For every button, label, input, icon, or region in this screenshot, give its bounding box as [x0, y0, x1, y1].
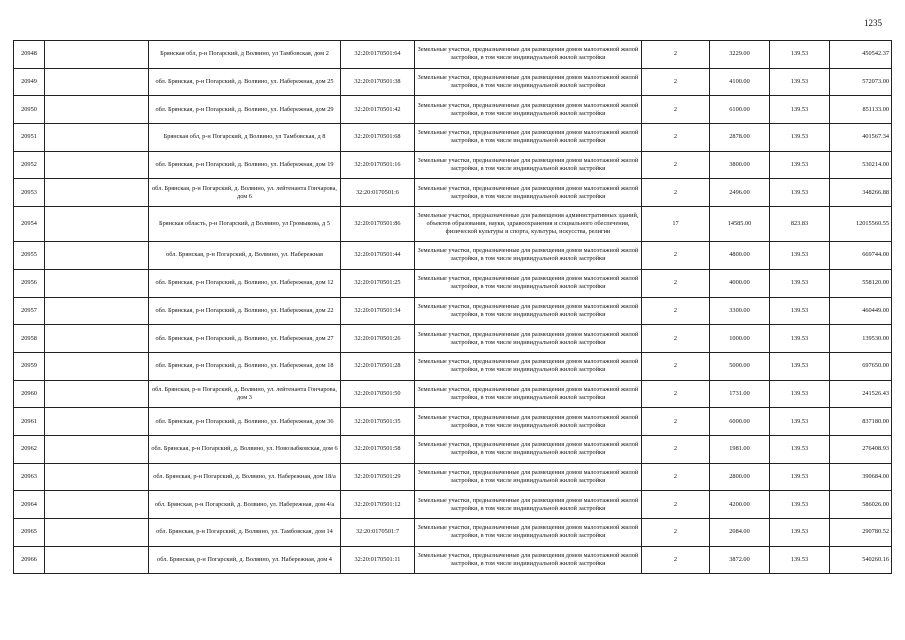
area-cell: 2878.00: [710, 124, 770, 152]
record-id-cell: 20964: [14, 491, 45, 519]
land-use-cell: Земельные участки, предназначенные для размещения домов малоэтажной жилой застройки, в том числе индивидуальной жилой застройки: [415, 546, 642, 574]
area-cell: 4100.00: [710, 68, 770, 96]
cadastral-value-cell: 530214.00: [830, 151, 892, 179]
cadastral-number-cell: 32:20:0170501:34: [341, 297, 415, 325]
address-cell: обл. Брянская, р-н Погарский, д. Волвино, ул. Набережная: [149, 242, 341, 270]
record-id-cell: 20952: [14, 151, 45, 179]
record-id-cell: 20956: [14, 269, 45, 297]
area-cell: 4000.00: [710, 269, 770, 297]
blank-cell: [45, 151, 149, 179]
address-cell: обл. Брянская, р-н Погарский, д. Волвино, ул. Набережная, дом 4/а: [149, 491, 341, 519]
blank-cell: [45, 179, 149, 207]
cadastral-value-cell: 139530.00: [830, 325, 892, 353]
address-cell: обл. Брянская, р-н Погарский, д. Волвино, ул. Набережная, дом 25: [149, 68, 341, 96]
specific-value-cell: 139.53: [770, 380, 830, 408]
blank-cell: [45, 546, 149, 574]
area-cell: 3229.00: [710, 41, 770, 69]
land-use-cell: Земельные участки, предназначенные для размещения домов малоэтажной жилой застройки, в том числе индивидуальной жилой застройки: [415, 297, 642, 325]
cadastral-number-cell: 32:20:0170501:38: [341, 68, 415, 96]
table-row: [14, 380, 892, 408]
blank-cell: [45, 297, 149, 325]
blank-cell: [45, 269, 149, 297]
address-cell: обл. Брянская, р-н Погарский, д. Волвино, ул. Набережная, дом 19: [149, 151, 341, 179]
cadastral-value-cell: 450542.37: [830, 41, 892, 69]
group-code-cell: 2: [642, 352, 710, 380]
blank-cell: [45, 325, 149, 353]
table-row: [14, 325, 892, 353]
group-code-cell: 2: [642, 68, 710, 96]
table-row: [14, 242, 892, 270]
area-cell: 1981.00: [710, 435, 770, 463]
cadastral-number-cell: 32:20:0170501:26: [341, 325, 415, 353]
table-row: [14, 151, 892, 179]
blank-cell: [45, 408, 149, 436]
group-code-cell: 2: [642, 269, 710, 297]
area-cell: 3872.00: [710, 546, 770, 574]
cadastral-number-cell: 32:20:0170501:50: [341, 380, 415, 408]
land-use-cell: Земельные участки, предназначенные для размещения домов малоэтажной жилой застройки, в том числе индивидуальной жилой застройки: [415, 124, 642, 152]
table-row: [14, 269, 892, 297]
address-cell: обл. Брянская, р-н Погарский, д. Волвино, ул. Набережная, дом 27: [149, 325, 341, 353]
address-cell: обл. Брянская, р-н Погарский, д. Волвино, ул. Набережная, дом 4: [149, 546, 341, 574]
group-code-cell: 2: [642, 96, 710, 124]
group-code-cell: 2: [642, 151, 710, 179]
area-cell: 4200.00: [710, 491, 770, 519]
cadastral-value-cell: 290780.52: [830, 519, 892, 547]
blank-cell: [45, 242, 149, 270]
table-row: [14, 124, 892, 152]
area-cell: 3800.00: [710, 151, 770, 179]
specific-value-cell: 139.53: [770, 41, 830, 69]
group-code-cell: 2: [642, 325, 710, 353]
cadastral-number-cell: 32:20:0170501:7: [341, 519, 415, 547]
group-code-cell: 2: [642, 242, 710, 270]
address-cell: обл. Брянская, р-н Погарский, д. Волвино, ул. Набережная, дом 12: [149, 269, 341, 297]
specific-value-cell: 139.53: [770, 519, 830, 547]
address-cell: Брянская обл, р-н Погарский, д Волвино, ул Тамбовская, д 8: [149, 124, 341, 152]
blank-cell: [45, 463, 149, 491]
cadastral-value-cell: 697650.00: [830, 352, 892, 380]
table-row: [14, 408, 892, 436]
cadastral-value-table: [13, 40, 892, 574]
specific-value-cell: 139.53: [770, 151, 830, 179]
address-cell: обл. Брянская, р-н Погарский, д. Волвино, ул. Набережная, дом 22: [149, 297, 341, 325]
cadastral-number-cell: 32:20:0170501:6: [341, 179, 415, 207]
specific-value-cell: 139.53: [770, 269, 830, 297]
area-cell: 3300.00: [710, 297, 770, 325]
cadastral-value-cell: 390684.00: [830, 463, 892, 491]
cadastral-value-cell: 460449.00: [830, 297, 892, 325]
record-id-cell: 20951: [14, 124, 45, 152]
area-cell: 1000.00: [710, 325, 770, 353]
land-use-cell: Земельные участки, предназначенные для размещения домов малоэтажной жилой застройки, в том числе индивидуальной жилой застройки: [415, 352, 642, 380]
land-use-cell: Земельные участки, предназначенные для размещения домов малоэтажной жилой застройки, в том числе индивидуальной жилой застройки: [415, 269, 642, 297]
record-id-cell: 20953: [14, 179, 45, 207]
specific-value-cell: 139.53: [770, 68, 830, 96]
specific-value-cell: 823.83: [770, 207, 830, 242]
table-row: [14, 546, 892, 574]
blank-cell: [45, 41, 149, 69]
land-use-cell: Земельные участки, предназначенные для размещения домов малоэтажной жилой застройки, в том числе индивидуальной жилой застройки: [415, 519, 642, 547]
land-use-cell: Земельные участки, предназначенные для размещения домов малоэтажной жилой застройки, в том числе индивидуальной жилой застройки: [415, 380, 642, 408]
cadastral-value-cell: 851133.00: [830, 96, 892, 124]
group-code-cell: 2: [642, 179, 710, 207]
cadastral-number-cell: 32:20:0170501:44: [341, 242, 415, 270]
cadastral-value-cell: 348266.88: [830, 179, 892, 207]
cadastral-number-cell: 32:20:0170501:25: [341, 269, 415, 297]
land-use-cell: Земельные участки, предназначенные для размещения домов малоэтажной жилой застройки, в том числе индивидуальной жилой застройки: [415, 408, 642, 436]
table-row: [14, 207, 892, 242]
land-use-cell: Земельные участки, предназначенные для размещения домов малоэтажной жилой застройки, в том числе индивидуальной жилой застройки: [415, 96, 642, 124]
cadastral-number-cell: 32:20:0170501:64: [341, 41, 415, 69]
cadastral-number-cell: 32:20:0170501:68: [341, 124, 415, 152]
record-id-cell: 20958: [14, 325, 45, 353]
table-row: [14, 179, 892, 207]
cadastral-number-cell: 32:20:0170501:12: [341, 491, 415, 519]
group-code-cell: 2: [642, 41, 710, 69]
record-id-cell: 20954: [14, 207, 45, 242]
table-row: [14, 435, 892, 463]
area-cell: 2800.00: [710, 463, 770, 491]
blank-cell: [45, 68, 149, 96]
specific-value-cell: 139.53: [770, 297, 830, 325]
table-row: [14, 41, 892, 69]
cadastral-number-cell: 32:20:0170501:11: [341, 546, 415, 574]
cadastral-number-cell: 32:20:0170501:86: [341, 207, 415, 242]
address-cell: обл. Брянская, р-н Погарский, д. Волвино, ул. Новозыбковская, дом 6: [149, 435, 341, 463]
area-cell: 2084.00: [710, 519, 770, 547]
group-code-cell: 17: [642, 207, 710, 242]
record-id-cell: 20960: [14, 380, 45, 408]
record-id-cell: 20957: [14, 297, 45, 325]
address-cell: обл. Брянская, р-н Погарский, д. Волвино, ул. Тамбовская, дом 14: [149, 519, 341, 547]
specific-value-cell: 139.53: [770, 242, 830, 270]
specific-value-cell: 139.53: [770, 491, 830, 519]
group-code-cell: 2: [642, 463, 710, 491]
land-use-cell: Земельные участки, предназначенные для размещения домов малоэтажной жилой застройки, в том числе индивидуальной жилой застройки: [415, 463, 642, 491]
cadastral-value-cell: 572073.00: [830, 68, 892, 96]
cadastral-value-cell: 401567.34: [830, 124, 892, 152]
land-use-cell: Земельные участки, предназначенные для размещения домов малоэтажной жилой застройки, в том числе индивидуальной жилой застройки: [415, 179, 642, 207]
area-cell: 2496.00: [710, 179, 770, 207]
cadastral-number-cell: 32:20:0170501:35: [341, 408, 415, 436]
record-id-cell: 20955: [14, 242, 45, 270]
specific-value-cell: 139.53: [770, 96, 830, 124]
land-use-cell: Земельные участки, предназначенные для размещения домов малоэтажной жилой застройки, в том числе индивидуальной жилой застройки: [415, 325, 642, 353]
cadastral-value-cell: 669744.00: [830, 242, 892, 270]
cadastral-number-cell: 32:20:0170501:16: [341, 151, 415, 179]
cadastral-value-cell: 837180.00: [830, 408, 892, 436]
land-use-cell: Земельные участки, предназначенные для размещения домов малоэтажной жилой застройки, в том числе индивидуальной жилой застройки: [415, 435, 642, 463]
group-code-cell: 2: [642, 297, 710, 325]
record-id-cell: 20950: [14, 96, 45, 124]
cadastral-value-cell: 540260.16: [830, 546, 892, 574]
address-cell: Брянская обл, р-н Погарский, д Волвино, ул Тамбовская, дом 2: [149, 41, 341, 69]
table-row: [14, 68, 892, 96]
group-code-cell: 2: [642, 408, 710, 436]
table-body: [14, 41, 892, 574]
cadastral-value-cell: 558120.00: [830, 269, 892, 297]
specific-value-cell: 139.53: [770, 408, 830, 436]
address-cell: обл. Брянская, р-н Погарский, д. Волвино, ул. лейтенанта Гончарова, дом 6: [149, 179, 341, 207]
specific-value-cell: 139.53: [770, 352, 830, 380]
area-cell: 4800.00: [710, 242, 770, 270]
specific-value-cell: 139.53: [770, 546, 830, 574]
table-row: [14, 297, 892, 325]
cadastral-number-cell: 32:20:0170501:42: [341, 96, 415, 124]
table-row: [14, 96, 892, 124]
record-id-cell: 20948: [14, 41, 45, 69]
blank-cell: [45, 207, 149, 242]
blank-cell: [45, 352, 149, 380]
address-cell: обл. Брянская, р-н Погарский, д. Волвино, ул. Набережная, дом 18/а: [149, 463, 341, 491]
land-use-cell: Земельные участки, предназначенные для размещения административных зданий, объектов образования, науки, здравоохранения и социального обеспечения, физической культуры и спорта, культуры, искусства, религии: [415, 207, 642, 242]
group-code-cell: 2: [642, 124, 710, 152]
record-id-cell: 20961: [14, 408, 45, 436]
area-cell: 6000.00: [710, 408, 770, 436]
blank-cell: [45, 380, 149, 408]
record-id-cell: 20962: [14, 435, 45, 463]
address-cell: обл. Брянская, р-н Погарский, д. Волвино, ул. Набережная, дом 18: [149, 352, 341, 380]
land-use-cell: Земельные участки, предназначенные для размещения домов малоэтажной жилой застройки, в том числе индивидуальной жилой застройки: [415, 491, 642, 519]
group-code-cell: 2: [642, 519, 710, 547]
cadastral-number-cell: 32:20:0170501:28: [341, 352, 415, 380]
specific-value-cell: 139.53: [770, 435, 830, 463]
blank-cell: [45, 96, 149, 124]
cadastral-value-cell: 586026.00: [830, 491, 892, 519]
land-use-cell: Земельные участки, предназначенные для размещения домов малоэтажной жилой застройки, в том числе индивидуальной жилой застройки: [415, 242, 642, 270]
table-row: [14, 519, 892, 547]
address-cell: обл. Брянская, р-н Погарский, д. Волвино, ул. Набережная, дом 36: [149, 408, 341, 436]
table-row: [14, 463, 892, 491]
page-number: 1235: [864, 18, 882, 28]
group-code-cell: 2: [642, 380, 710, 408]
blank-cell: [45, 124, 149, 152]
record-id-cell: 20965: [14, 519, 45, 547]
cadastral-number-cell: 32:20:0170501:58: [341, 435, 415, 463]
blank-cell: [45, 491, 149, 519]
address-cell: обл. Брянская, р-н Погарский, д. Волвино, ул. лейтенанта Гончарова, дом 3: [149, 380, 341, 408]
land-use-cell: Земельные участки, предназначенные для размещения домов малоэтажной жилой застройки, в том числе индивидуальной жилой застройки: [415, 68, 642, 96]
group-code-cell: 2: [642, 435, 710, 463]
record-id-cell: 20963: [14, 463, 45, 491]
cadastral-value-cell: 276408.93: [830, 435, 892, 463]
specific-value-cell: 139.53: [770, 124, 830, 152]
specific-value-cell: 139.53: [770, 179, 830, 207]
land-use-cell: Земельные участки, предназначенные для размещения домов малоэтажной жилой застройки, в том числе индивидуальной жилой застройки: [415, 151, 642, 179]
table-row: [14, 352, 892, 380]
cadastral-value-cell: 12015560.55: [830, 207, 892, 242]
land-use-cell: Земельные участки, предназначенные для размещения домов малоэтажной жилой застройки, в том числе индивидуальной жилой застройки: [415, 41, 642, 69]
specific-value-cell: 139.53: [770, 463, 830, 491]
area-cell: 14585.00: [710, 207, 770, 242]
address-cell: Брянская область, р-н Погарский, д Волвино, ул Громыкова, д 5: [149, 207, 341, 242]
table-row: [14, 491, 892, 519]
blank-cell: [45, 435, 149, 463]
record-id-cell: 20949: [14, 68, 45, 96]
record-id-cell: 20959: [14, 352, 45, 380]
group-code-cell: 2: [642, 546, 710, 574]
area-cell: 1731.00: [710, 380, 770, 408]
cadastral-value-cell: 241526.43: [830, 380, 892, 408]
specific-value-cell: 139.53: [770, 325, 830, 353]
address-cell: обл. Брянская, р-н Погарский, д. Волвино, ул. Набережная, дом 29: [149, 96, 341, 124]
group-code-cell: 2: [642, 491, 710, 519]
area-cell: 6100.00: [710, 96, 770, 124]
blank-cell: [45, 519, 149, 547]
cadastral-number-cell: 32:20:0170501:29: [341, 463, 415, 491]
record-id-cell: 20966: [14, 546, 45, 574]
area-cell: 5000.00: [710, 352, 770, 380]
